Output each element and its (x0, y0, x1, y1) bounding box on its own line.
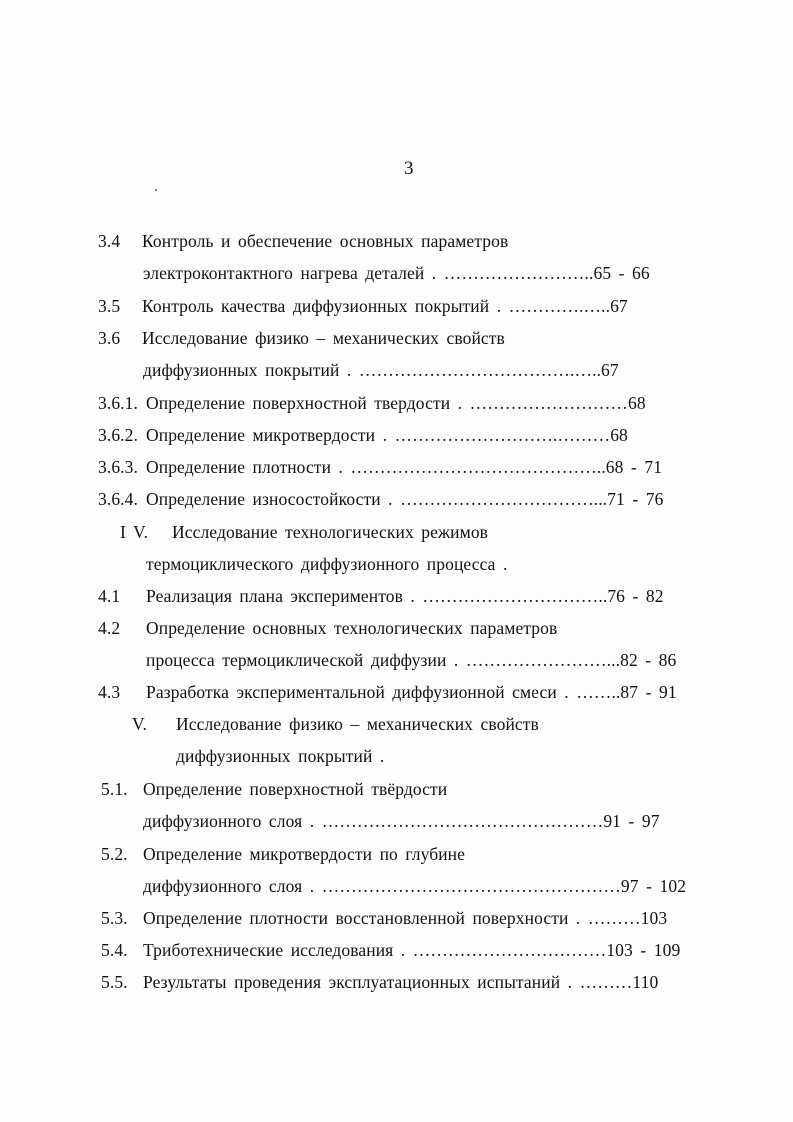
toc-entry-number: 3.6 (98, 328, 121, 348)
toc-entry-title: Исследование физико – механических свойств (142, 328, 505, 348)
toc-entry-title: Определение микротвердости по глубине (143, 844, 466, 864)
toc-entry-title: Результаты проведения эксплуатационных испытаний . ………110 (143, 972, 659, 992)
toc-entry (101, 972, 658, 993)
scan-speck (155, 189, 157, 191)
page-number: 3 (404, 158, 414, 179)
toc-entry-number: 5.5. (101, 972, 128, 992)
toc-entry (98, 328, 505, 349)
toc-entry-number: 4.3 (98, 682, 121, 702)
toc-entry-number: 3.6.2. (98, 425, 138, 445)
toc-entry-number: 3.6.1. (98, 393, 138, 413)
toc-chapter-number: I V. (120, 522, 149, 542)
toc-entry-continuation (143, 811, 660, 832)
toc-chapter (120, 522, 488, 543)
toc-chapter-title: термоциклического диффузионного процесса . (146, 554, 508, 574)
toc-entry (98, 618, 557, 639)
toc-entry-title: Контроль качества диффузионных покрытий . ………….…..67 (142, 296, 628, 316)
toc-entry-number: 4.2 (98, 618, 121, 638)
toc-chapter-title: Исследование технологических режимов (172, 522, 489, 542)
toc-entry (101, 844, 465, 865)
toc-entry (98, 231, 508, 252)
toc-entry (98, 393, 646, 414)
toc-entry-number: 3.4 (98, 231, 121, 251)
toc-entry-continuation (143, 360, 619, 381)
toc-entry-number: 4.1 (98, 586, 121, 606)
toc-entry (98, 457, 662, 478)
toc-entry-title: Определение плотности . ……………………………………..68 - 71 (146, 457, 663, 477)
toc-entry (101, 940, 680, 961)
toc-entry-title: Реализация плана экспериментов . …………………………..76 - 82 (146, 586, 664, 606)
toc-entry-number: 3.5 (98, 296, 121, 316)
toc-entry-title: Определение основных технологических параметров (146, 618, 558, 638)
toc-entry (98, 586, 664, 607)
toc-entry-number: 5.4. (101, 940, 128, 960)
toc-entry (98, 296, 628, 317)
toc-chapter-title: диффузионных покрытий . (176, 746, 385, 766)
toc-entry-title: электроконтактного нагрева деталей . ……………………..65 - 66 (143, 263, 650, 283)
toc-entry-title: диффузионного слоя . ……………………………………………97 - 102 (143, 876, 687, 896)
toc-entry-number: 5.3. (101, 908, 128, 928)
toc-entry-title: диффузионных покрытий . ……………………………….…..67 (143, 360, 619, 380)
toc-entry-continuation (143, 263, 650, 284)
toc-entry-title: Определение поверхностной твёрдости (143, 779, 448, 799)
toc-entry-number: 3.6.4. (98, 489, 138, 509)
toc-entry (98, 682, 677, 703)
toc-entry-title: Контроль и обеспечение основных параметров (142, 231, 509, 251)
toc-entry-title: процесса термоциклической диффузии . ……………………...82 - 86 (146, 650, 677, 670)
toc-entry-title: Определение плотности восстановленной поверхности . ………103 (143, 908, 668, 928)
toc-chapter (132, 714, 539, 735)
toc-chapter-number: V. (132, 714, 147, 734)
toc-entry (101, 779, 447, 800)
toc-entry-title: Определение износостойкости . ……………………………...71 - 76 (146, 489, 664, 509)
toc-entry (101, 908, 667, 929)
toc-chapter-title: Исследование физико – механических свойств (176, 714, 539, 734)
toc-entry-title: Определение микротвердости . ……………………….………68 (146, 425, 628, 445)
toc-entry-title: Триботехнические исследования . ……………………………103 - 109 (143, 940, 681, 960)
toc-entry-continuation (146, 554, 508, 575)
toc-entry (98, 425, 628, 446)
toc-entry-continuation (146, 650, 676, 671)
toc-entry-title: Разработка экспериментальной диффузионной смеси . ……..87 - 91 (146, 682, 677, 702)
toc-entry-number: 5.1. (101, 779, 128, 799)
toc-entry-continuation (176, 746, 384, 767)
toc-entry-number: 5.2. (101, 844, 128, 864)
toc-entry (98, 489, 663, 510)
toc-entry-title: диффузионного слоя . …………………………………………91 - 97 (143, 811, 660, 831)
toc-entry-title: Определение поверхностной твердости . ………………………68 (146, 393, 646, 413)
toc-entry-continuation (143, 876, 686, 897)
toc-entry-number: 3.6.3. (98, 457, 138, 477)
